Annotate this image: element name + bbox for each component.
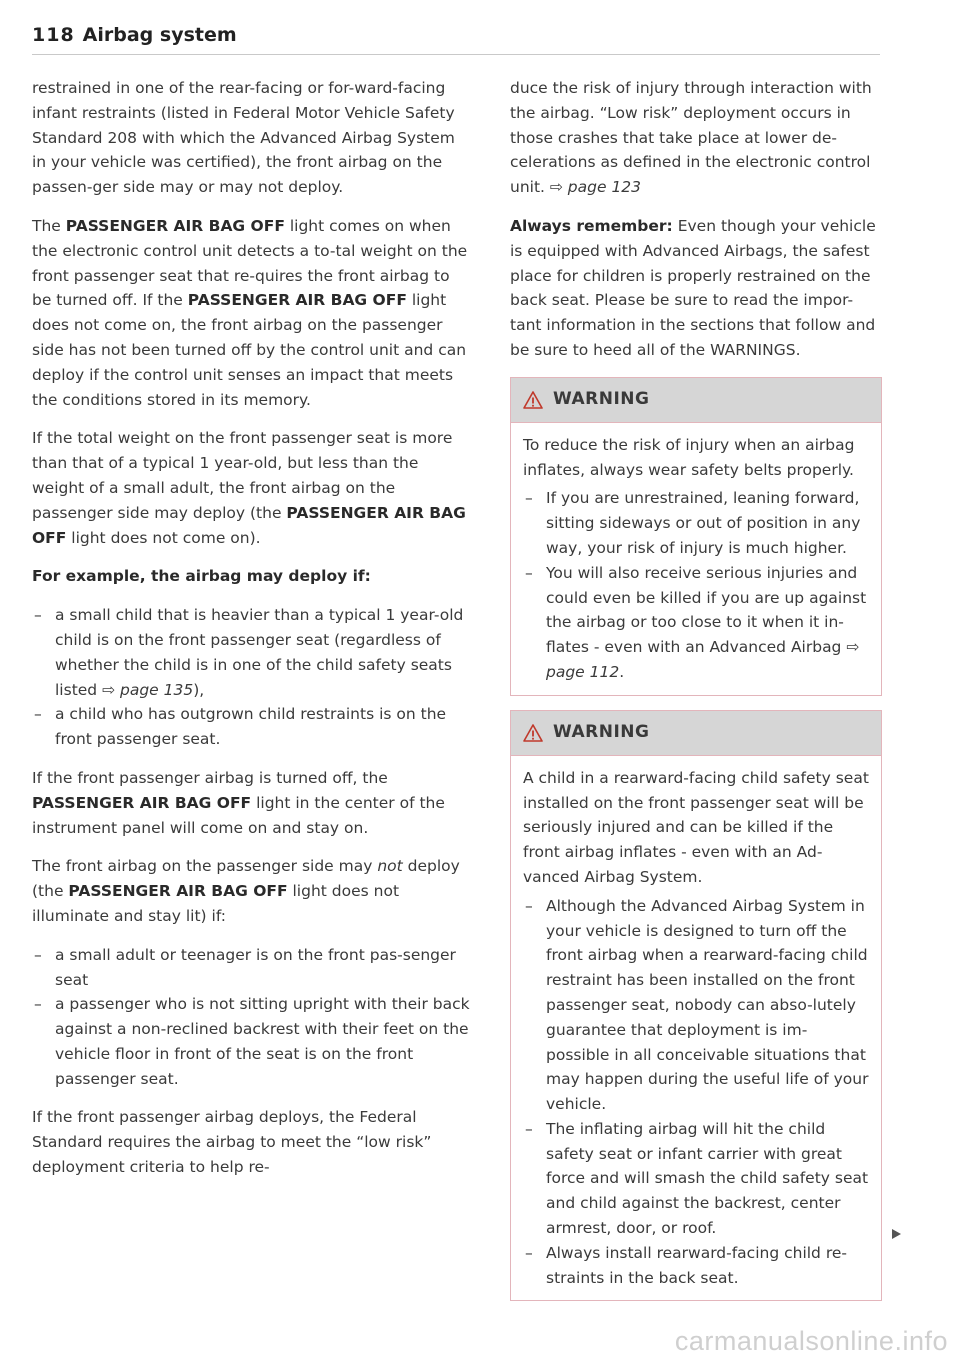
right-column	[510, 76, 882, 1315]
example-heading: For example, the airbag may deploy if:	[32, 567, 371, 586]
no-deploy-conditions-list	[32, 943, 472, 1092]
watermark: carmanualsonline.info	[674, 1326, 948, 1356]
paragraph: The PASSENGER AIR BAG OFF light comes on when the electronic control unit detects a to-tal weight on the front passenger seat that re-quires the front airbag to be turned off. If the PASSENGER AIR BAG OFF light does not come on, the front airbag on the passenger side has not been turned off by the control unit and can deploy if the control unit senses an impact that meets the conditions stored in its memory.	[32, 216, 468, 409]
indicator-name: PASSENGER AIR BAG OFF	[65, 216, 285, 235]
paragraph: If the front passenger airbag is turned off, the PASSENGER AIR BAG OFF light in the center of the instrument panel will come on and stay on.	[32, 768, 445, 837]
warning-title: WARNING	[553, 389, 650, 410]
warning-body	[511, 423, 881, 695]
warning-intro: To reduce the risk of injury when an airbag inflates, always wear safety belts properly.	[523, 435, 855, 479]
paragraph: If the front passenger airbag deploys, the Federal Standard requires the airbag to meet the “low risk” deployment criteria to help re-	[32, 1108, 432, 1177]
list-item: – a child who has outgrown child restraints is on the front passenger seat.	[32, 702, 472, 752]
warning-box	[510, 377, 882, 696]
list-item: – The inflating airbag will hit the child safety seat or infant carrier with great force and will smash the child safety seat and child against the backrest, center armrest, door, or roof.	[523, 1117, 869, 1241]
warning-title: WARNING	[553, 722, 650, 743]
warning-box	[510, 710, 882, 1302]
left-column	[32, 76, 472, 1194]
paragraph: Always remember: Even though your vehicle is equipped with Advanced Airbags, the safest place for children is properly restrained on the back seat. Please be sure to read the impor-tant information in the sections that follow and be sure to heed all of the WARNINGS.	[510, 216, 876, 359]
page-number: 118	[32, 24, 75, 46]
list-item: – Always install rearward-facing child re-straints in the back seat.	[523, 1241, 869, 1291]
warning-triangle-icon	[523, 391, 543, 409]
section-title: Airbag system	[82, 24, 237, 46]
page-link[interactable]: ⇨ page 135	[102, 680, 194, 699]
indicator-name: PASSENGER AIR BAG OFF	[32, 793, 252, 812]
list-item: – a small child that is heavier than a typical 1 year-old child is on the front passenger seat (regardless of whether the child is in one of the child safety seats listed ⇨ page 135),	[32, 603, 472, 702]
deploy-conditions-list	[32, 603, 472, 752]
list-item: – a small adult or teenager is on the front pas-senger seat	[32, 943, 472, 993]
warning-triangle-icon	[523, 724, 543, 742]
paragraph: restrained in one of the rear-facing or for-ward-facing infant restraints (listed in Federal Motor Vehicle Safety Standard 208 with which the Advanced Airbag System in your vehicle was certified), the front airbag on the passen-ger side may or may not deploy.	[32, 79, 455, 197]
warning-list	[523, 486, 869, 684]
list-item: – Although the Advanced Airbag System in your vehicle is designed to turn off the front airbag when a rearward-facing child restraint has been installed on the front passenger seat, nobody can abso-lutely guarantee that deployment is im-possible in all conceivable situations that may happen during the useful life of your vehicle.	[523, 894, 869, 1117]
page-header	[32, 24, 880, 55]
paragraph: duce the risk of injury through interaction with the airbag. “Low risk” deployment occurs in those crashes that take place at lower de-celerations as defined in the electronic control unit. ⇨ page 123	[510, 79, 872, 197]
warning-intro: A child in a rearward-facing child safety seat installed on the front passenger seat will be seriously injured and can be killed if the front airbag inflates - even with an Ad-vanced Airbag System.	[523, 768, 869, 886]
always-remember-label: Always remember:	[510, 216, 673, 235]
indicator-name: PASSENGER AIR BAG OFF	[187, 291, 407, 310]
page-link[interactable]: ⇨ page 123	[549, 178, 642, 197]
warning-list	[523, 894, 869, 1291]
page-link[interactable]: ⇨ page 112	[546, 638, 860, 681]
list-item: – If you are unrestrained, leaning forward, sitting sideways or out of position in any way, your risk of injury is much higher.	[523, 486, 869, 560]
emphasis: not	[377, 857, 403, 876]
warning-header	[511, 378, 881, 423]
warning-body	[511, 756, 881, 1301]
paragraph: The front airbag on the passenger side may not deploy (the PASSENGER AIR BAG OFF light does not illuminate and stay lit) if:	[32, 857, 460, 925]
list-item: – You will also receive serious injuries and could even be killed if you are up against the airbag or too close to it when it in-flates - even with an Advanced Airbag ⇨ page 112.	[523, 561, 869, 685]
continue-arrow-icon	[892, 1229, 901, 1239]
paragraph: If the total weight on the front passenger seat is more than that of a typical 1 year-old, but less than the weight of a small adult, the front airbag on the passenger side may deploy (the PASSENGER AIR BAG OFF light does not come on).	[32, 429, 466, 547]
indicator-name: PASSENGER AIR BAG OFF	[32, 503, 466, 547]
warning-header	[511, 711, 881, 756]
indicator-name: PASSENGER AIR BAG OFF	[68, 882, 288, 901]
list-item: – a passenger who is not sitting upright with their back against a non-reclined backrest with their feet on the vehicle floor in front of the seat is on the front passenger seat.	[32, 992, 472, 1091]
